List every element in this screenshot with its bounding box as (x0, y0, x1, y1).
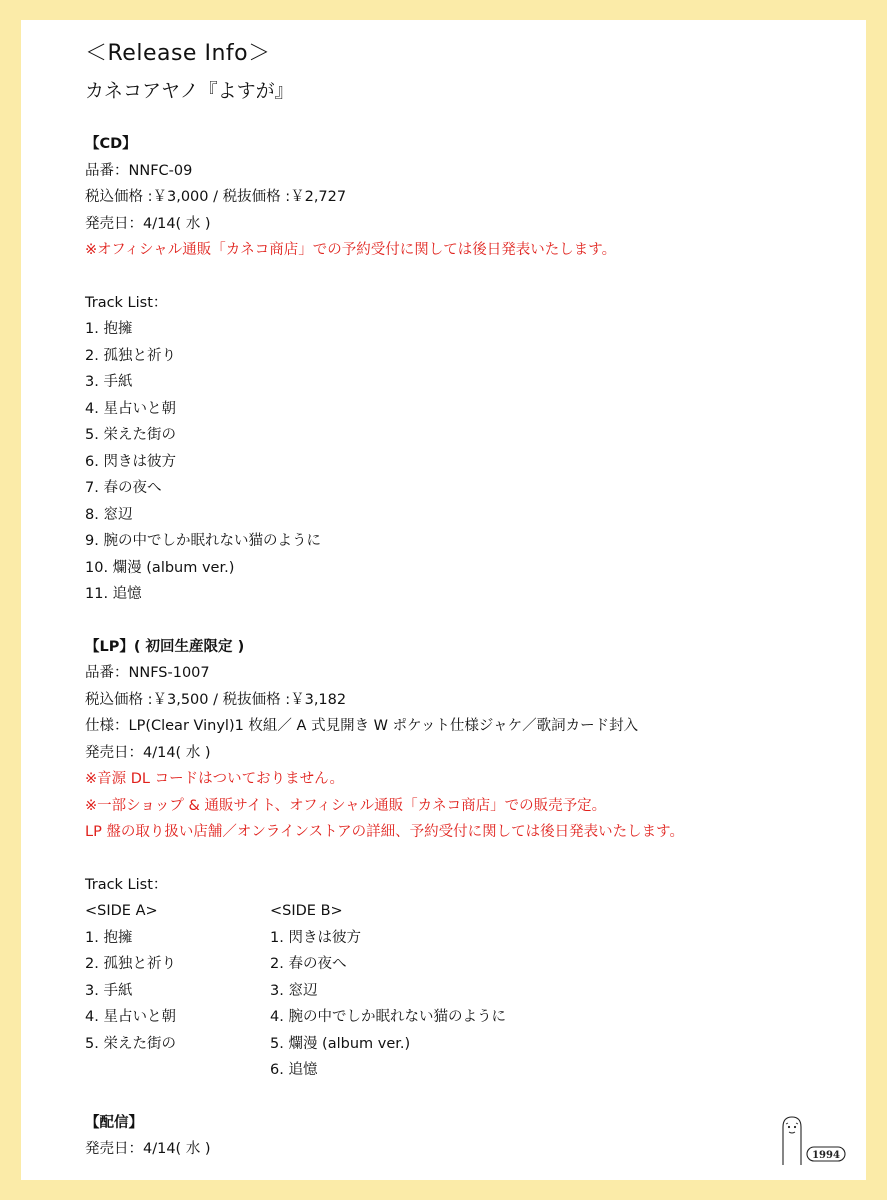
streaming-heading: 【配信】 (85, 1115, 143, 1131)
cd-track: 6. 閃きは彼方 (85, 454, 176, 470)
side-b-track: 5. 爛漫 (album ver.) (270, 1036, 411, 1052)
cd-heading: 【CD】 (85, 136, 137, 152)
lp-note: ※音源 DL コードはついておりません。 (85, 771, 344, 787)
cd-catalog: 品番：NNFC-09 (85, 163, 193, 179)
side-a-track: 4. 星占いと朝 (85, 1009, 176, 1025)
cd-track: 1. 抱擁 (85, 321, 133, 337)
cd-release-date: 発売日：4/14( 水 ) (85, 216, 211, 232)
lp-release-date: 発売日：4/14( 水 ) (85, 745, 211, 761)
cd-track: 3. 手紙 (85, 374, 133, 390)
side-b-track: 1. 閃きは彼方 (270, 930, 361, 946)
cat-figure-icon (783, 1117, 801, 1165)
cat-1994-logo (779, 1115, 849, 1169)
page-title: ＜Release Info＞ (85, 41, 271, 66)
side-b-track: 2. 春の夜へ (270, 956, 347, 972)
lp-tracklist-label: Track List： (85, 877, 168, 893)
side-a-label: <SIDE A> (85, 903, 158, 919)
side-b-track: 4. 腕の中でしか眠れない猫のように (270, 1009, 506, 1025)
cd-track: 11. 追憶 (85, 586, 142, 602)
cd-tracklist-label: Track List： (85, 295, 168, 311)
cd-track: 2. 孤独と祈り (85, 348, 176, 364)
cd-track: 7. 春の夜へ (85, 480, 162, 496)
cd-note: ※オフィシャル通販「カネコ商店」での予約受付に関しては後日発表いたします。 (85, 242, 617, 258)
lp-heading: 【LP】( 初回生産限定 ) (85, 639, 245, 655)
lp-price: 税込価格 :￥3,500 / 税抜価格 :￥3,182 (85, 692, 347, 708)
cd-price: 税込価格 :￥3,000 / 税抜価格 :￥2,727 (85, 189, 347, 205)
cd-track: 10. 爛漫 (album ver.) (85, 560, 235, 576)
cd-track: 8. 窓辺 (85, 507, 133, 523)
streaming-release-date: 発売日：4/14( 水 ) (85, 1141, 211, 1157)
lp-catalog: 品番：NNFS-1007 (85, 665, 210, 681)
side-a-track: 1. 抱擁 (85, 930, 133, 946)
lp-note: LP 盤の取り扱い店舗／オンラインストアの詳細、予約受付に関しては後日発表いたします。 (85, 824, 684, 840)
lp-note: ※一部ショップ & 通販サイト、オフィシャル通販「カネコ商店」での販売予定。 (85, 798, 607, 814)
cd-track: 9. 腕の中でしか眠れない猫のように (85, 533, 321, 549)
cd-track: 4. 星占いと朝 (85, 401, 176, 417)
side-b-label: <SIDE B> (270, 903, 343, 919)
document-page (21, 20, 866, 1180)
lp-spec: 仕様：LP(Clear Vinyl)1 枚組／ A 式見開き W ポケット仕様ジャケ／歌詞カード封入 (85, 718, 639, 734)
side-a-track: 2. 孤独と祈り (85, 956, 176, 972)
side-a-track: 5. 栄えた街の (85, 1036, 176, 1052)
cd-track: 5. 栄えた街の (85, 427, 176, 443)
album-title: カネコアヤノ『よすが』 (85, 80, 294, 102)
side-a-track: 3. 手紙 (85, 983, 133, 999)
year-1994-label: 1994 (812, 1150, 840, 1161)
side-b-track: 6. 追憶 (270, 1062, 318, 1078)
side-b-track: 3. 窓辺 (270, 983, 318, 999)
